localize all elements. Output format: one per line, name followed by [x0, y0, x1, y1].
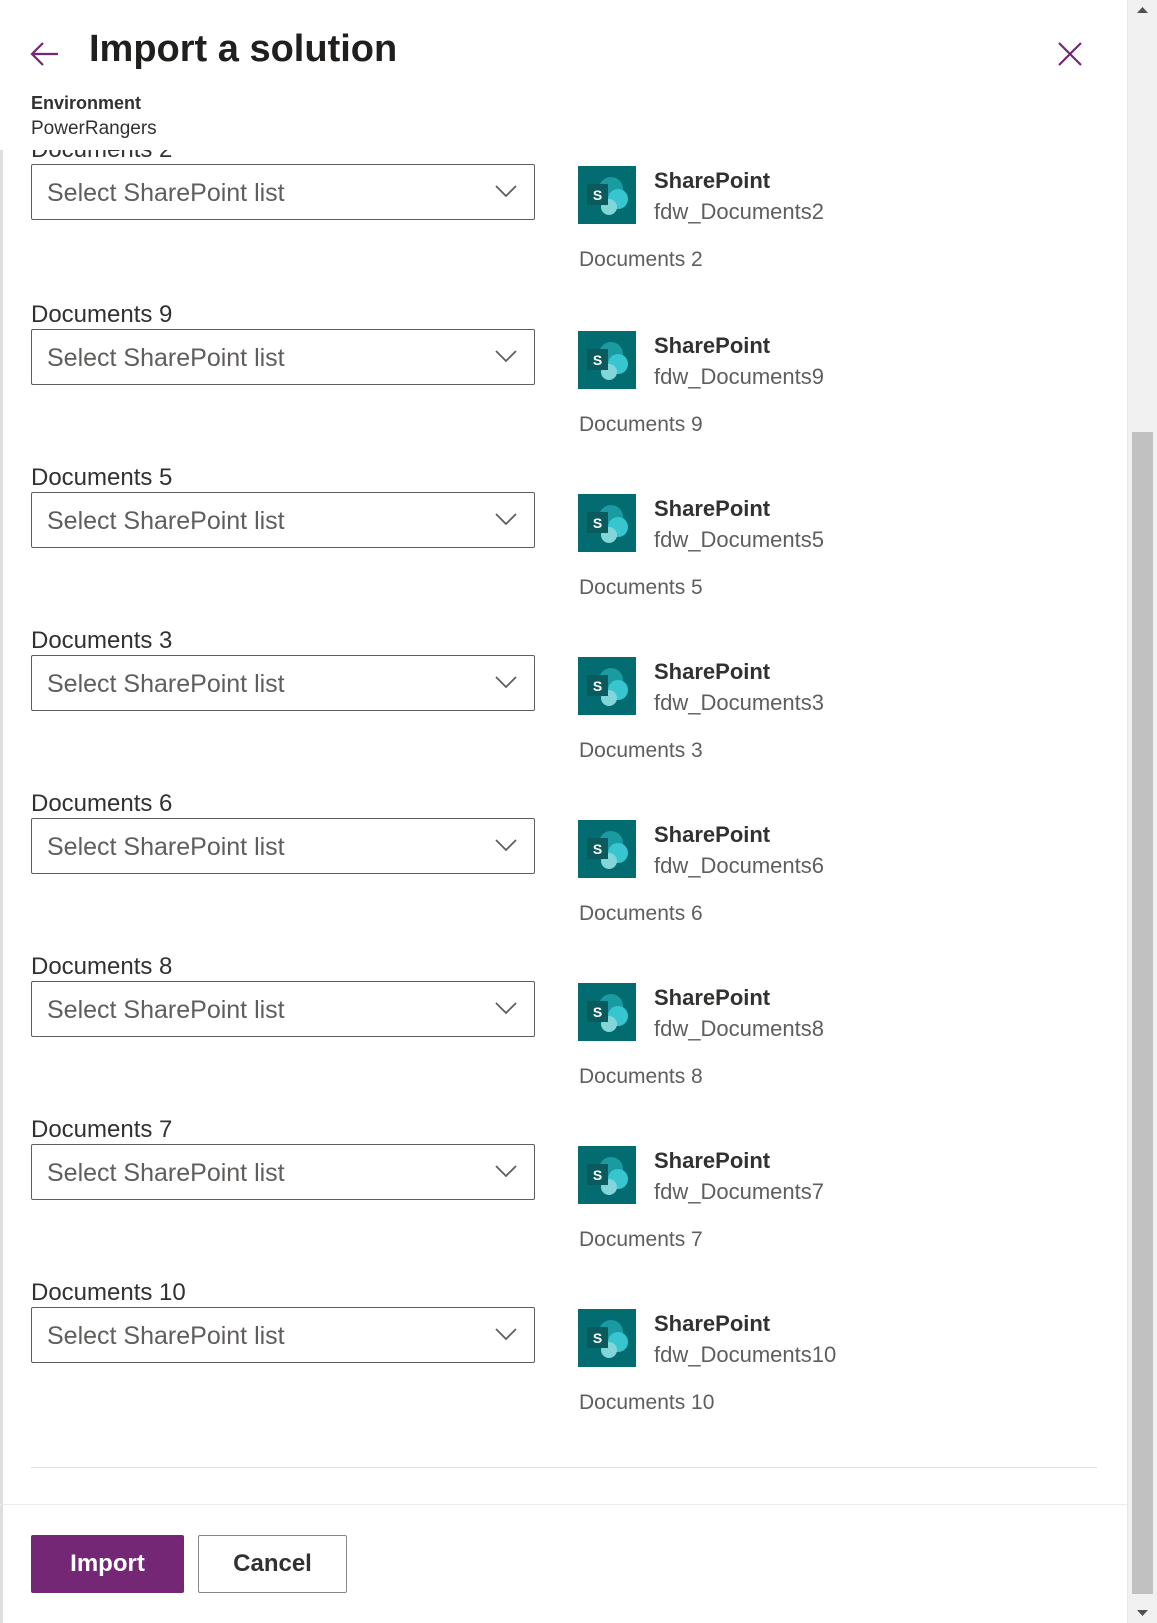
scrollbar-thumb[interactable]	[1132, 432, 1153, 1594]
sharepoint-list-dropdown[interactable]	[31, 329, 535, 385]
connection-logical-name: fdw_Documents10	[654, 1342, 837, 1367]
connection-display-name: Documents 5	[579, 576, 703, 599]
svg-text:S: S	[592, 187, 603, 203]
connection-logical-name: fdw_Documents9	[654, 364, 824, 389]
sharepoint-list-dropdown[interactable]	[31, 981, 535, 1037]
cancel-button[interactable]: Cancel	[198, 1535, 347, 1593]
sharepoint-logo-icon	[578, 820, 636, 878]
sharepoint-logo-icon	[578, 166, 636, 224]
arrow-left-icon	[28, 36, 64, 72]
connector-name: SharePoint	[654, 1148, 771, 1173]
chevron-down-icon	[494, 511, 518, 527]
environment-label: Environment	[31, 93, 142, 113]
sharepoint-list-dropdown[interactable]	[31, 655, 535, 711]
svg-text:S: S	[592, 1167, 603, 1183]
scroll-up-arrow-icon[interactable]	[1128, 0, 1157, 20]
dropdown-placeholder: Select SharePoint list	[47, 344, 285, 372]
panel-header	[0, 0, 1127, 150]
connection-display-name: Documents 9	[579, 413, 703, 436]
svg-text:S: S	[592, 1330, 603, 1346]
connection-display-name: Documents 8	[579, 1065, 703, 1088]
svg-text:S: S	[592, 841, 603, 857]
back-button[interactable]	[28, 36, 64, 72]
chevron-down-icon	[494, 183, 518, 199]
connection-display-name: Documents 7	[579, 1228, 703, 1251]
sharepoint-logo-icon	[578, 1309, 636, 1367]
dropdown-placeholder: Select SharePoint list	[47, 1159, 285, 1187]
connections-list	[0, 150, 1127, 1470]
connection-logical-name: fdw_Documents5	[654, 527, 824, 552]
connector-name: SharePoint	[654, 1311, 771, 1336]
connector-name: SharePoint	[654, 333, 771, 358]
connection-row	[0, 1279, 1127, 1442]
connection-label: Documents 3	[31, 627, 173, 654]
connection-row	[0, 136, 1127, 299]
sharepoint-list-dropdown[interactable]	[31, 492, 535, 548]
chevron-down-icon	[494, 674, 518, 690]
connection-display-name: Documents 3	[579, 739, 703, 762]
svg-text:S: S	[592, 515, 603, 531]
sharepoint-logo-icon	[578, 494, 636, 552]
chevron-down-icon	[494, 348, 518, 364]
dropdown-placeholder: Select SharePoint list	[47, 179, 285, 207]
chevron-down-icon	[494, 1000, 518, 1016]
connection-row	[0, 790, 1127, 953]
connection-display-name: Documents 2	[579, 248, 703, 271]
sharepoint-list-dropdown[interactable]	[31, 1307, 535, 1363]
connection-logical-name: fdw_Documents3	[654, 690, 824, 715]
sharepoint-logo-icon	[578, 657, 636, 715]
connection-label: Documents 7	[31, 1116, 173, 1143]
dropdown-placeholder: Select SharePoint list	[47, 996, 285, 1024]
svg-text:S: S	[592, 352, 603, 368]
connection-label: Documents 9	[31, 301, 173, 328]
svg-text:S: S	[592, 1004, 603, 1020]
import-button[interactable]: Import	[31, 1535, 184, 1593]
connector-name: SharePoint	[654, 168, 771, 193]
chevron-down-icon	[494, 1163, 518, 1179]
connection-logical-name: fdw_Documents7	[654, 1179, 824, 1204]
dropdown-placeholder: Select SharePoint list	[47, 1322, 285, 1350]
footer-divider	[0, 1504, 1127, 1505]
connection-display-name: Documents 10	[579, 1391, 715, 1414]
sharepoint-list-dropdown[interactable]	[31, 164, 535, 220]
dropdown-placeholder: Select SharePoint list	[47, 833, 285, 861]
connection-label: Documents 5	[31, 464, 173, 491]
content-divider	[31, 1467, 1097, 1468]
scroll-down-arrow-icon[interactable]	[1128, 1603, 1157, 1623]
connector-name: SharePoint	[654, 659, 771, 684]
connection-display-name: Documents 6	[579, 902, 703, 925]
dropdown-placeholder: Select SharePoint list	[47, 507, 285, 535]
sharepoint-logo-icon	[578, 983, 636, 1041]
close-button[interactable]	[1052, 36, 1088, 72]
connection-row	[0, 301, 1127, 464]
connection-label: Documents 8	[31, 953, 173, 980]
connection-label: Documents 10	[31, 1279, 186, 1306]
environment-value: PowerRangers	[31, 118, 157, 139]
connection-row	[0, 627, 1127, 790]
connector-name: SharePoint	[654, 985, 771, 1010]
connector-name: SharePoint	[654, 496, 771, 521]
connection-row	[0, 1116, 1127, 1279]
connection-logical-name: fdw_Documents2	[654, 199, 824, 224]
dropdown-placeholder: Select SharePoint list	[47, 670, 285, 698]
sharepoint-list-dropdown[interactable]	[31, 1144, 535, 1200]
chevron-down-icon	[494, 837, 518, 853]
close-icon	[1052, 36, 1088, 72]
connector-name: SharePoint	[654, 822, 771, 847]
svg-text:S: S	[592, 678, 603, 694]
sharepoint-logo-icon	[578, 331, 636, 389]
connection-row	[0, 464, 1127, 627]
page-title: Import a solution	[89, 28, 398, 70]
connection-row	[0, 953, 1127, 1116]
connection-logical-name: fdw_Documents6	[654, 853, 824, 878]
vertical-scrollbar[interactable]	[1127, 0, 1157, 1623]
connection-label: Documents 6	[31, 790, 173, 817]
sharepoint-logo-icon	[578, 1146, 636, 1204]
chevron-down-icon	[494, 1326, 518, 1342]
sharepoint-list-dropdown[interactable]	[31, 818, 535, 874]
connection-logical-name: fdw_Documents8	[654, 1016, 824, 1041]
